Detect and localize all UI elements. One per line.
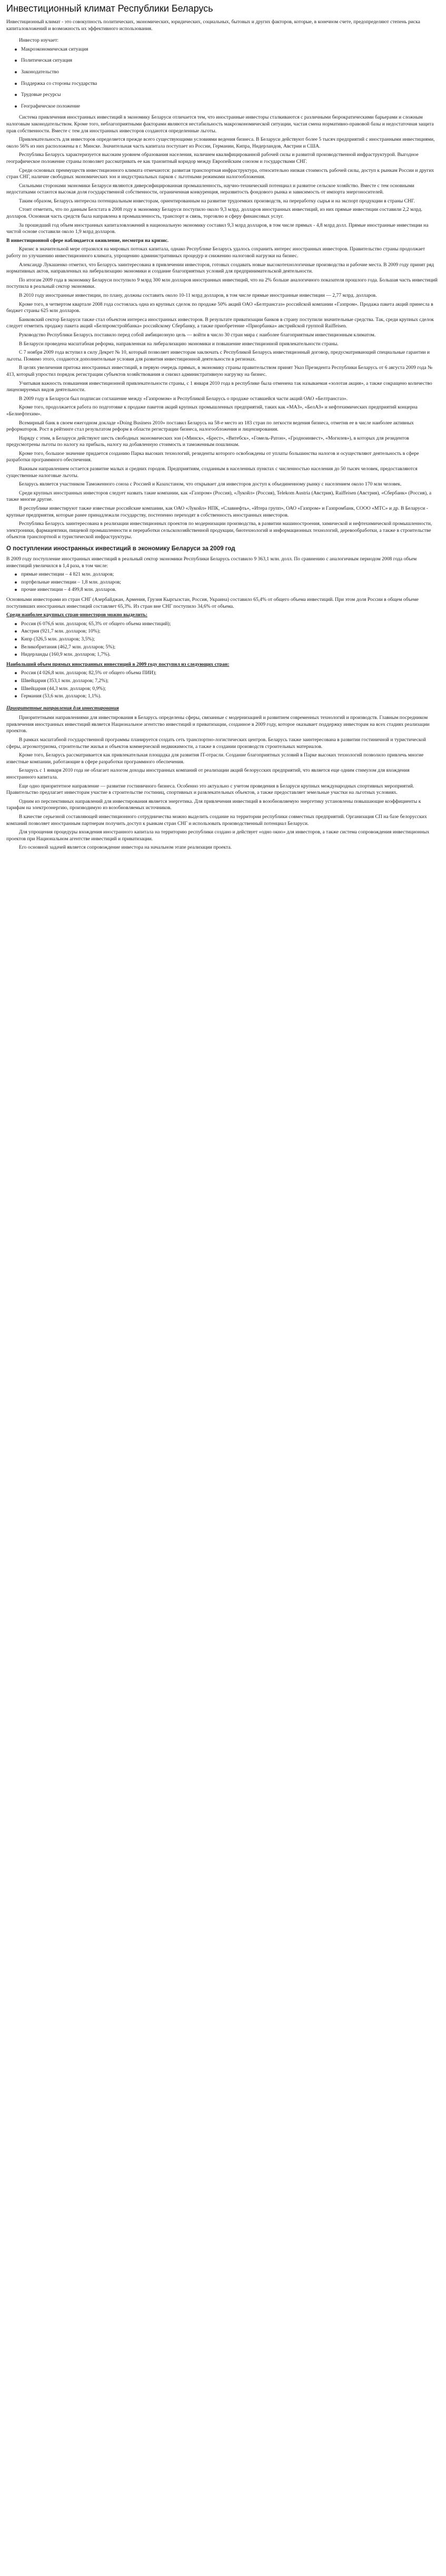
priority-paragraph: Кроме того, Беларусь рассматривается как привлекательная площадка для развития IT-отрасли. Создание благоприятных условий в Парке высоких технологий позволило привлечь многие известные компании, работающие в сфере разработки программного обеспечения. [6,752,424,765]
investor-country-item: Великобритания (462,7 млн. долларов; 5%); [21,644,439,651]
investors-heading: Среди наиболее крупных стран-инвесторов можно выделить: [6,612,147,618]
body-paragraph: С 7 ноября 2009 года вступил в силу Декрет № 10, который позволяет инвесторам заключать с Республикой Беларусь инвестиционный договор, предусматривающий специальные гарантии и льготы. Помимо этого, создаются дополнительные условия для развития инвестиционной деятельности в регионах. [6,349,430,362]
investor-countries-list [6,621,439,658]
body-paragraph: Беларусь является участником Таможенного союза с Россией и Казахстаном, что открывает для инвесторов доступ к объединенному рынку с населением около 170 млн человек. [19,481,402,488]
body-paragraph: Руководство Республики Беларусь поставило перед собой амбициозную цель — войти в число 30 стран мира с наиболее благоприятным инвестиционным климатом. [19,332,376,338]
body-paragraph: Наряду с этим, в Беларуси действуют шесть свободных экономических зон («Минск», «Брест», «Витебск», «Гомель-Ратон», «Гродноинвест», «Могилев»), в которых для резидентов предусмотрены льготы по налогу на прибыль, налогу на добавленную стоимость и таможенным пошлинам. [6,435,409,448]
body-paragraph: По итогам 2009 года в экономику Беларуси поступило 9 млрд 300 млн долларов иностранных инвестиций, что на 2% больше аналогичного показателя прошлого года. Большая часть инвестиций поступила в реальный сектор экономики. [6,277,438,290]
body-paragraph: В республике инвестируют также известные российские компании, как ОАО «Лукойл» НПК, «Славнефть», «Итера групп», ОАО «Газпром» и Газпромбанк, СООО «МТС» и др. В Беларуси - крупные предприятия, которые ранее принадлежали государству, постепенно переходят в собственность иностранных инвесторов. [6,506,428,518]
studies-item: Политическая ситуация [21,57,439,64]
body-paragraph: Система привлечения иностранных инвестиций в экономику Беларуси отличается тем, что иностранные инвесторы сталкиваются с различными бюрократическими барьерами и сложным налоговым законодательством. Кроме того, неблагоприятными факторами являются нестабильность макроэкономической ситуации, частая смена нормативно-правовой базы и недостаточная защита прав собственности. Вместе с тем для иностранных инвесторов создаются определенные льготы. [6,114,434,134]
studies-item: Географическое положение [21,103,439,110]
section-2009-intro: В 2009 году поступление иностранных инвестиций в реальный сектор экономики Республики Беларусь составило 9 363,1 млн. долл. По сравнению с аналогичным периодом 2008 года объем инвестиций увеличился в 1,4 раза, в том числе: [6,556,417,569]
investment-type-item: портфельные инвестиции – 1,8 млн. долларов; [21,579,439,586]
priority-paragraph: Одним из перспективных направлений для инвестирования является энергетика. Для привлечения инвестиций в возобновляемую энергетику установлены повышающие коэффициенты к тарифам на электроэнергию, производимую из возобновляемых источников. [6,798,421,811]
body-paragraph: Всемирный банк в своем ежегодном докладе «Doing Business 2010» поставил Беларусь на 58-е место из 183 стран по легкости ведения бизнеса, отметив ее в числе наиболее активных реформаторов. Рост в рейтинге стал результатом реформ в области регистрации бизнеса, налогообложения и лицензирования. [6,420,414,433]
priority-paragraph: Еще одно приоритетное направление — развитие гостиничного бизнеса. Особенно это актуально с учетом проведения в Беларуси крупных международных спортивных мероприятий. Правительство предлагает инвесторам участие в строительстве гостиниц, спортивных и развлекательных объектов, а также предоставляет земельные участки на льготных условиях. [6,783,414,796]
priority-paragraph: Приоритетными направлениями для инвестирования в Беларусь определены сферы, связанные с модернизацией и развитием современных технологий и производств. Главным посредником привлечения иностранных инвестиций является Национальное агентство инвестиций и приватизации, созданное в 2009 году, которое оказывает поддержку инвесторам на всех стадиях реализации проектов. [6,715,430,734]
investor-country-item: Австрия (921,7 млн. долларов; 10%); [21,628,439,635]
investment-type-item: прямые инвестиции – 4 821 млн. долларов; [21,571,439,578]
page-title: Инвестиционный климат Республики Беларусь [6,3,213,14]
body-paragraph: Стоит отметить, что по данным Белстата в 2008 году в экономику Беларуси поступило около 9,3 млрд. долларов иностранных инвестиций, из них прямые инвестиции составили 2,2 млрд. долларов. Основная часть средств была направлена в промышленность, транспорт и связь, торговлю и сферу финансовых услуг. [6,207,422,220]
body-paragraph: Кризис в значительной мере отразился на мировых потоках капитала, однако Республике Беларусь удалось сохранить интерес иностранных инвесторов. Правительство страны продолжает работу по улучшению инвестиционного климата, упрощению административных процедур и снижению налоговой нагрузки на бизнес. [6,246,425,259]
investment-type-item: прочие инвестиции – 4 499,8 млн. долларов. [21,587,439,594]
fdi-country-item: Россия (4 026,8 млн. долларов; 82,5% от общего объема ПИИ); [21,670,439,677]
fdi-countries-list [6,670,439,699]
fdi-country-item: Германия (53,6 млн. долларов; 1,1%). [21,693,439,700]
investor-country-item: Кипр (326,5 млн. долларов; 3,5%); [21,636,439,643]
priority-paragraph: Для упрощения процедуры вхождения иностранного капитала на территорию республики создано и действует «одно окно» для инвесторов, а также система сопровождения инвестиционных проектов при Национальном агентстве инвестиций и приватизации. [6,829,430,842]
studies-item: Макроэкономическая ситуация [21,46,439,53]
body-paragraph: Республика Беларусь заинтересована в реализации инвестиционных проектов по модернизации производства, в развитии машиностроения, химической и нефтехимической промышленности, электроники, фармацевтики, пищевой промышленности и переработки сельскохозяйственной продукции, биотехнологий и информационных технологий, деревообработки, а также в строительстве объектов транспортной и туристической инфраструктуры. [6,521,432,540]
body-paragraph: В Беларуси проведена масштабная реформа, направленная на либерализацию экономики и повышение инвестиционной привлекательности страны. [19,341,339,347]
fdi-heading: Наибольший объем прямых иностранных инвестиций в 2009 году поступил из следующих стран: [6,661,230,667]
section-2009-cis: Основными инвесторами из стран СНГ (Азербайджан, Армения, Грузия Кыргызстан, Россия, Украина) составило 65,4% от общего объема инвестиций. При этом доля России в общем объеме поступивших иностранных инвестиций составляет 65,3%. Из стран вне СНГ поступило 34,6% от объема. [6,596,419,609]
body-paragraph: Привлекательность для инвесторов определяется прежде всего существующими условиями ведения бизнеса. В Беларуси действуют более 5 тысяч предприятий с иностранными инвестициями, около 56% из них расположены в г. Минске. Значительная часть капитала поступает из России, Германии, Кипра, Нидерландов, Австрии и США. [6,137,435,149]
body-paragraph: Кроме того, в четвертом квартале 2008 года состоялась одна из крупных сделок по продаже 50% акций ОАО «Белтрансгаз» российской компании «Газпром». Продажа пакета акций принесла в бюджет страны 625 млн долларов. [6,301,433,314]
article [0,0,446,851]
body-paragraph: Банковский сектор Беларуси также стал объектом интереса иностранных инвесторов. В результате приватизации банков в страну поступили значительные средства. Так, среди крупных сделок следует отметить продажу пакета акций «Белпромстройбанка» российскому Сбербанку, а также приобретение «Приорбанка» австрийской группой Raiffeisen. [6,316,434,329]
body-paragraph: Сильными сторонами экономики Беларуси являются диверсифицированная промышленность, научно-технический потенциал и развитое сельское хозяйство. Вместе с тем основными недостатками остаются высокая доля государственной собственности, ограниченная конкуренция, неразвитость фондового рынка и зависимость от импорта энергоносителей. [6,182,414,196]
body-paragraph: Среди крупных иностранных инвесторов следует назвать такие компании, как «Газпром» (Россия), «Лукойл» (Россия), Telekom Austria (Австрия), Raiffeisen (Австрия), «Сбербанк» (Россия), а также многие другие. [6,490,432,503]
body-paragraph: В целях увеличения притока иностранных инвестиций, в первую очередь прямых, в экономику страны правительством принят Указ Президента Республики Беларусь от 6 августа 2009 года № 413, который упростил порядок регистрации субъектов хозяйствования и снизил административную нагрузку на бизнес. [6,365,433,377]
investment-types-list [6,571,439,594]
section-heading-2009: О поступлении иностранных инвестиций в экономику Беларуси за 2009 год [6,546,235,552]
investor-country-item: Нидерланды (160,9 млн. долларов; 1,7%). [21,652,439,658]
priority-heading: Приоритетные направления для инвестирования [6,705,119,711]
paragraphs-group-b [6,246,439,541]
priority-paragraph: Беларусь с 1 января 2010 года не облагает налогом доходы иностранных компаний от реализации акций белорусских предприятий, что является еще одним стимулом для вхождения иностранного капитала. [6,767,410,781]
body-paragraph: В 2010 году иностранные инвестиции, по плану, должны составить около 10-11 млрд долларов, в том числе прямые иностранные инвестиции — 2,77 млрд. долларов. [19,293,377,298]
fdi-country-item: Швейцария (44,3 млн. долларов; 0,9%); [21,686,439,693]
body-paragraph: За прошедший год объем иностранных капиталовложений в национальную экономику составил 9,3 млрд долларов, в том числе прямых - 4,8 млрд долл. Прямые иностранные инвестиции на чистой основе составили около 1,9 млрд долларов. [6,222,429,235]
studies-item: Поддержка со стороны государства [21,81,439,88]
paragraphs-group-a [6,114,439,236]
intro-paragraph: Инвестиционный климат - это совокупность политических, экономических, юридических, социальных, бытовых и других факторов, которые, в конечном счете, предопределяют степень риска капиталовложений и возможность их эффективного использования. [6,19,420,32]
body-paragraph: Таким образом, Беларусь интересна потенциальным инвесторам, ориентированным на развитие трудоемких производств, на переработку сырья и на экспорт продукции в страны СНГ. [19,198,415,204]
studies-item: Трудовые ресурсы [21,92,439,99]
body-paragraph: В 2009 году в Беларуси был подписан соглашение между «Газпромом» и Республикой Беларусь о продаже оставшейся части акций ОАО «Белтрансгаз». [19,395,348,402]
body-paragraph: Кроме того, продолжается работа по подготовке к продаже пакетов акций крупных промышленных предприятий, таких как «МАЗ», «БелАЗ» и нефтехимических предприятий концерна «Белнефтехим». [6,404,418,417]
studies-item: Законодательство [21,69,439,76]
body-paragraph: Александр Лукашенко отметил, что Беларусь заинтересована в привлечении инвесторов, готовых создавать новые высокотехнологичные производства и рабочие места. В 2009 году принят ряд нормативных актов, направленных на либерализацию экономики и создание благоприятных условий для предпринимательской деятельности. [6,261,434,275]
investor-studies-label: Инвестор изучает: [19,37,59,44]
studies-list [6,46,439,110]
priority-paragraph: В качестве серьезной составляющей инвестиционного сотрудничества можно выделить создание на территории республики совместных предприятий. Организация СП на базе белорусских компаний позволяет иностранным партнерам получить доступ к рынкам стран СНГ и использовать производственный потенциал Беларуси. [6,814,427,827]
body-paragraph: Кроме того, большое значение придается созданию Парка высоких технологий, резиденты которого освобождены от уплаты большинства налогов и осуществляют деятельность в сфере разработки программного обеспечения. [6,450,419,463]
priority-paragraph: В рамках масштабной государственной программы планируется создать сеть транспортно-логистических центров. Беларусь также заинтересована в развитии гостиничной и туристической сферы, агроэкотуризма, строительстве жилья и объектов коммерческой недвижимости, а также в создании производств строительных материалов. [6,737,427,750]
body-paragraph: Среди основных преимуществ инвестиционного климата отмечаются: развитая транспортная инфраструктура, относительно низкая стоимость рабочей силы, доступ к рынкам России и других стран СНГ, наличие свободных экономических зон и индустриальных парков с льготными режимами налогообложения. [6,167,434,180]
investor-country-item: Россия (6 076,6 млн. долларов; 65,3% от общего объема инвестиций); [21,621,439,628]
fdi-country-item: Швейцария (353,1 млн. долларов; 7,2%); [21,678,439,685]
crisis-heading: В инвестиционной сфере наблюдается оживление, несмотря на кризис. [6,237,169,244]
body-paragraph: Учитывая важность повышения инвестиционной привлекательности страны, с 1 января 2010 года в республике была отменена так называемая «золотая акция», а также сокращено количество лицензируемых видов деятельности. [6,380,432,393]
priority-paragraphs [6,715,439,851]
body-paragraph: Республика Беларусь характеризуется высоким уровнем образования населения, наличием квалифицированной рабочей силы и развитой производственной инфраструктурой. Выгодное географическое положение страны позволяет рассматривать ее как транзитный коридор между Европейским союзом и государствами СНГ. [6,152,419,164]
priority-paragraph: Его основной задачей является сопровождение инвестора на начальном этапе реализации проекта. [19,844,232,851]
body-paragraph: Важным направлением остается развитие малых и средних городов. Предприятиям, созданным в населенных пунктах с численностью населения до 50 тысяч человек, предоставляются существенные налоговые льготы. [6,466,418,479]
